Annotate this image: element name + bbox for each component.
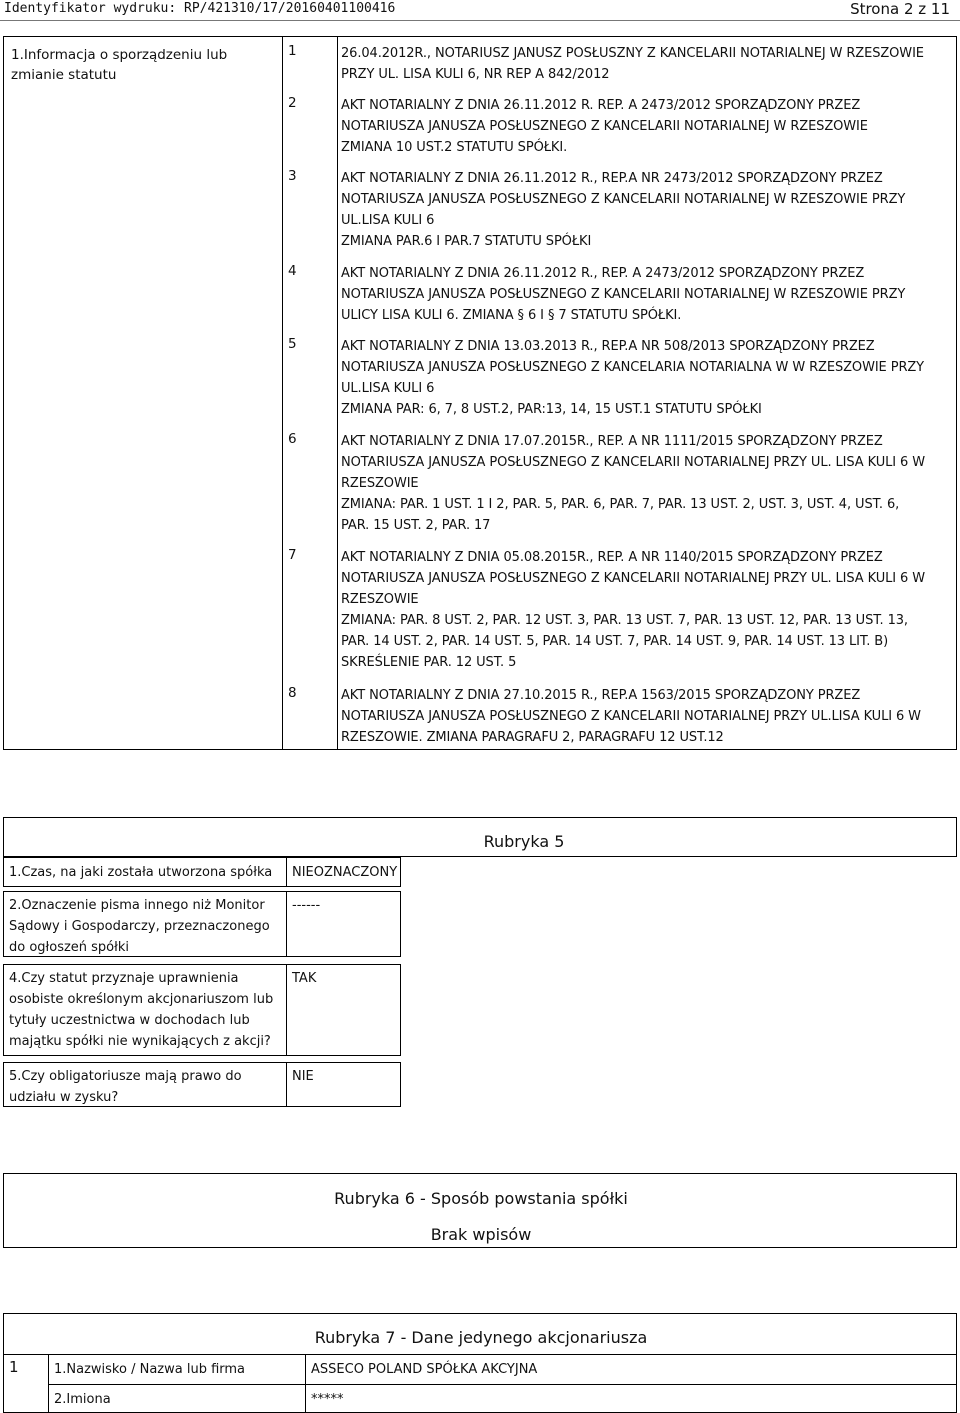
entry-text: AKT NOTARIALNY Z DNIA 26.11.2012 R., REP.A NR 2473/2012 SPORZĄDZONY PRZEZ NOTARIUSZA JANUSZA POSŁUSZNEGO Z KANCELARII NOTARIALNEJ W RZESZOWIE PRZY UL.LISA KULI 6 ZMIANA PAR.6 I PAR.7 STATUTU SPÓŁKI xyxy=(341,171,906,249)
rubryka7-row-number: 1 xyxy=(3,1354,49,1413)
entry-number: 5 xyxy=(288,336,297,352)
rubryka5-value: NIEOZNACZONY xyxy=(286,857,401,887)
entry-number: 2 xyxy=(288,95,297,111)
entry-number-column xyxy=(283,37,338,749)
rubryka7-title: Rubryka 7 - Dane jedynego akcjonariusza xyxy=(314,1328,648,1347)
rubryka7-value: ASSECO POLAND SPÓŁKA AKCYJNA xyxy=(305,1354,957,1385)
rubryka6-empty: Brak wpisów xyxy=(430,1225,532,1244)
rubryka7-label: 2.Imiona xyxy=(48,1384,306,1413)
rubryka5-label: 1.Czas, na jaki została utworzona spółka xyxy=(3,857,287,887)
entry-text: AKT NOTARIALNY Z DNIA 26.11.2012 R., REP. A 2473/2012 SPORZĄDZONY PRZEZ NOTARIUSZA JANUSZA POSŁUSZNEGO Z KANCELARII NOTARIALNEJ W RZESZOWIE PRZY ULICY LISA KULI 6. ZMIANA § 6 I § 7 STATUTU SPÓŁKI. xyxy=(341,266,906,323)
rubryka5-label: 5.Czy obligatoriusze mają prawo do udziału w zysku? xyxy=(3,1062,287,1107)
rubryka7-value: ***** xyxy=(305,1384,957,1413)
print-header xyxy=(0,0,960,21)
page-number: Strona 2 z 11 xyxy=(850,0,950,18)
entry-number: 6 xyxy=(288,431,297,447)
rubryka5-value: NIE xyxy=(286,1062,401,1107)
entry-text: AKT NOTARIALNY Z DNIA 27.10.2015 R., REP.A 1563/2015 SPORZĄDZONY PRZEZ NOTARIUSZA JANUSZA POSŁUSZNEGO Z KANCELARII NOTARIALNEJ PRZY UL.LISA KULI 6 W RZESZOWIE. ZMIANA PARAGRAFU 2, PARAGRAFU 12 UST.12 xyxy=(341,688,921,745)
print-identifier: Identyfikator wydruku: RP/421310/17/20160401100416 xyxy=(4,1,396,16)
rubryka5-label: 2.Oznaczenie pisma innego niż Monitor Sądowy i Gospodarczy, przeznaczonego do ogłoszeń spółki xyxy=(3,891,287,957)
entry-number: 1 xyxy=(288,43,297,59)
entry-text: AKT NOTARIALNY Z DNIA 13.03.2013 R., REP.A NR 508/2013 SPORZĄDZONY PRZEZ NOTARIUSZA JANUSZA POSŁUSZNEGO Z KANCELARIA NOTARIALNA W W RZESZOWIE PRZY UL.LISA KULI 6 ZMIANA PAR: 6, 7, 8 UST.2, PAR:13, 14, 15 UST.1 STATUTU SPÓŁKI xyxy=(341,339,925,417)
rubryka6-title: Rubryka 6 - Sposób powstania spółki xyxy=(334,1189,628,1208)
statute-label: 1.Informacja o sporządzeniu lub zmianie statutu xyxy=(4,37,283,749)
entry-number: 7 xyxy=(288,547,297,563)
entry-text: AKT NOTARIALNY Z DNIA 26.11.2012 R. REP. A 2473/2012 SPORZĄDZONY PRZEZ NOTARIUSZA JANUSZA POSŁUSZNEGO Z KANCELARII NOTARIALNEJ W RZESZOWIE ZMIANA 10 UST.2 STATUTU SPÓŁKI. xyxy=(341,98,868,155)
entry-number: 8 xyxy=(288,685,297,701)
entry-text: AKT NOTARIALNY Z DNIA 05.08.2015R., REP. A NR 1140/2015 SPORZĄDZONY PRZEZ NOTARIUSZA JANUSZA POSŁUSZNEGO Z KANCELARII NOTARIALNEJ PRZY UL. LISA KULI 6 W RZESZOWIE ZMIANA: PAR. 8 UST. 2, PAR. 12 UST. 3, PAR. 13 UST. 7, PAR. 13 UST. 12, PAR. 13 UST. 13, PAR. 14 UST. 2, PAR. 14 UST. 5, PAR. 14 UST. 7, PAR. 14 UST. 9, PAR. 14 UST. 13 LIT. B) SKREŚLENIE PAR. 12 UST. 5 xyxy=(341,550,925,670)
rubryka5-title-box xyxy=(3,817,957,857)
rubryka5-value: ------ xyxy=(286,891,401,957)
rubryka7-label: 1.Nazwisko / Nazwa lub firma xyxy=(48,1354,306,1385)
rubryka5-title: Rubryka 5 xyxy=(483,832,565,851)
entry-text: 26.04.2012R., NOTARIUSZ JANUSZ POSŁUSZNY Z KANCELARII NOTARIALNEJ W RZESZOWIE PRZY UL. LISA KULI 6, NR REP A 842/2012 xyxy=(341,46,924,82)
rubryka6-box xyxy=(3,1173,957,1248)
entry-number: 3 xyxy=(288,168,297,184)
entry-number: 4 xyxy=(288,263,297,279)
rubryka5-label: 4.Czy statut przyznaje uprawnienia osobiste określonym akcjonariuszom lub tytuły uczestnictwa w dochodach lub majątku spółki nie wynikających z akcji? xyxy=(3,964,287,1056)
rubryka5-value: TAK xyxy=(286,964,401,1056)
entry-text: AKT NOTARIALNY Z DNIA 17.07.2015R., REP. A NR 1111/2015 SPORZĄDZONY PRZEZ NOTARIUSZA JANUSZA POSŁUSZNEGO Z KANCELARII NOTARIALNEJ PRZY UL. LISA KULI 6 W RZESZOWIE ZMIANA: PAR. 1 UST. 1 I 2, PAR. 5, PAR. 6, PAR. 7, PAR. 13 UST. 2, UST. 3, UST. 4, UST. 6, PAR. 15 UST. 2, PAR. 17 xyxy=(341,434,925,533)
